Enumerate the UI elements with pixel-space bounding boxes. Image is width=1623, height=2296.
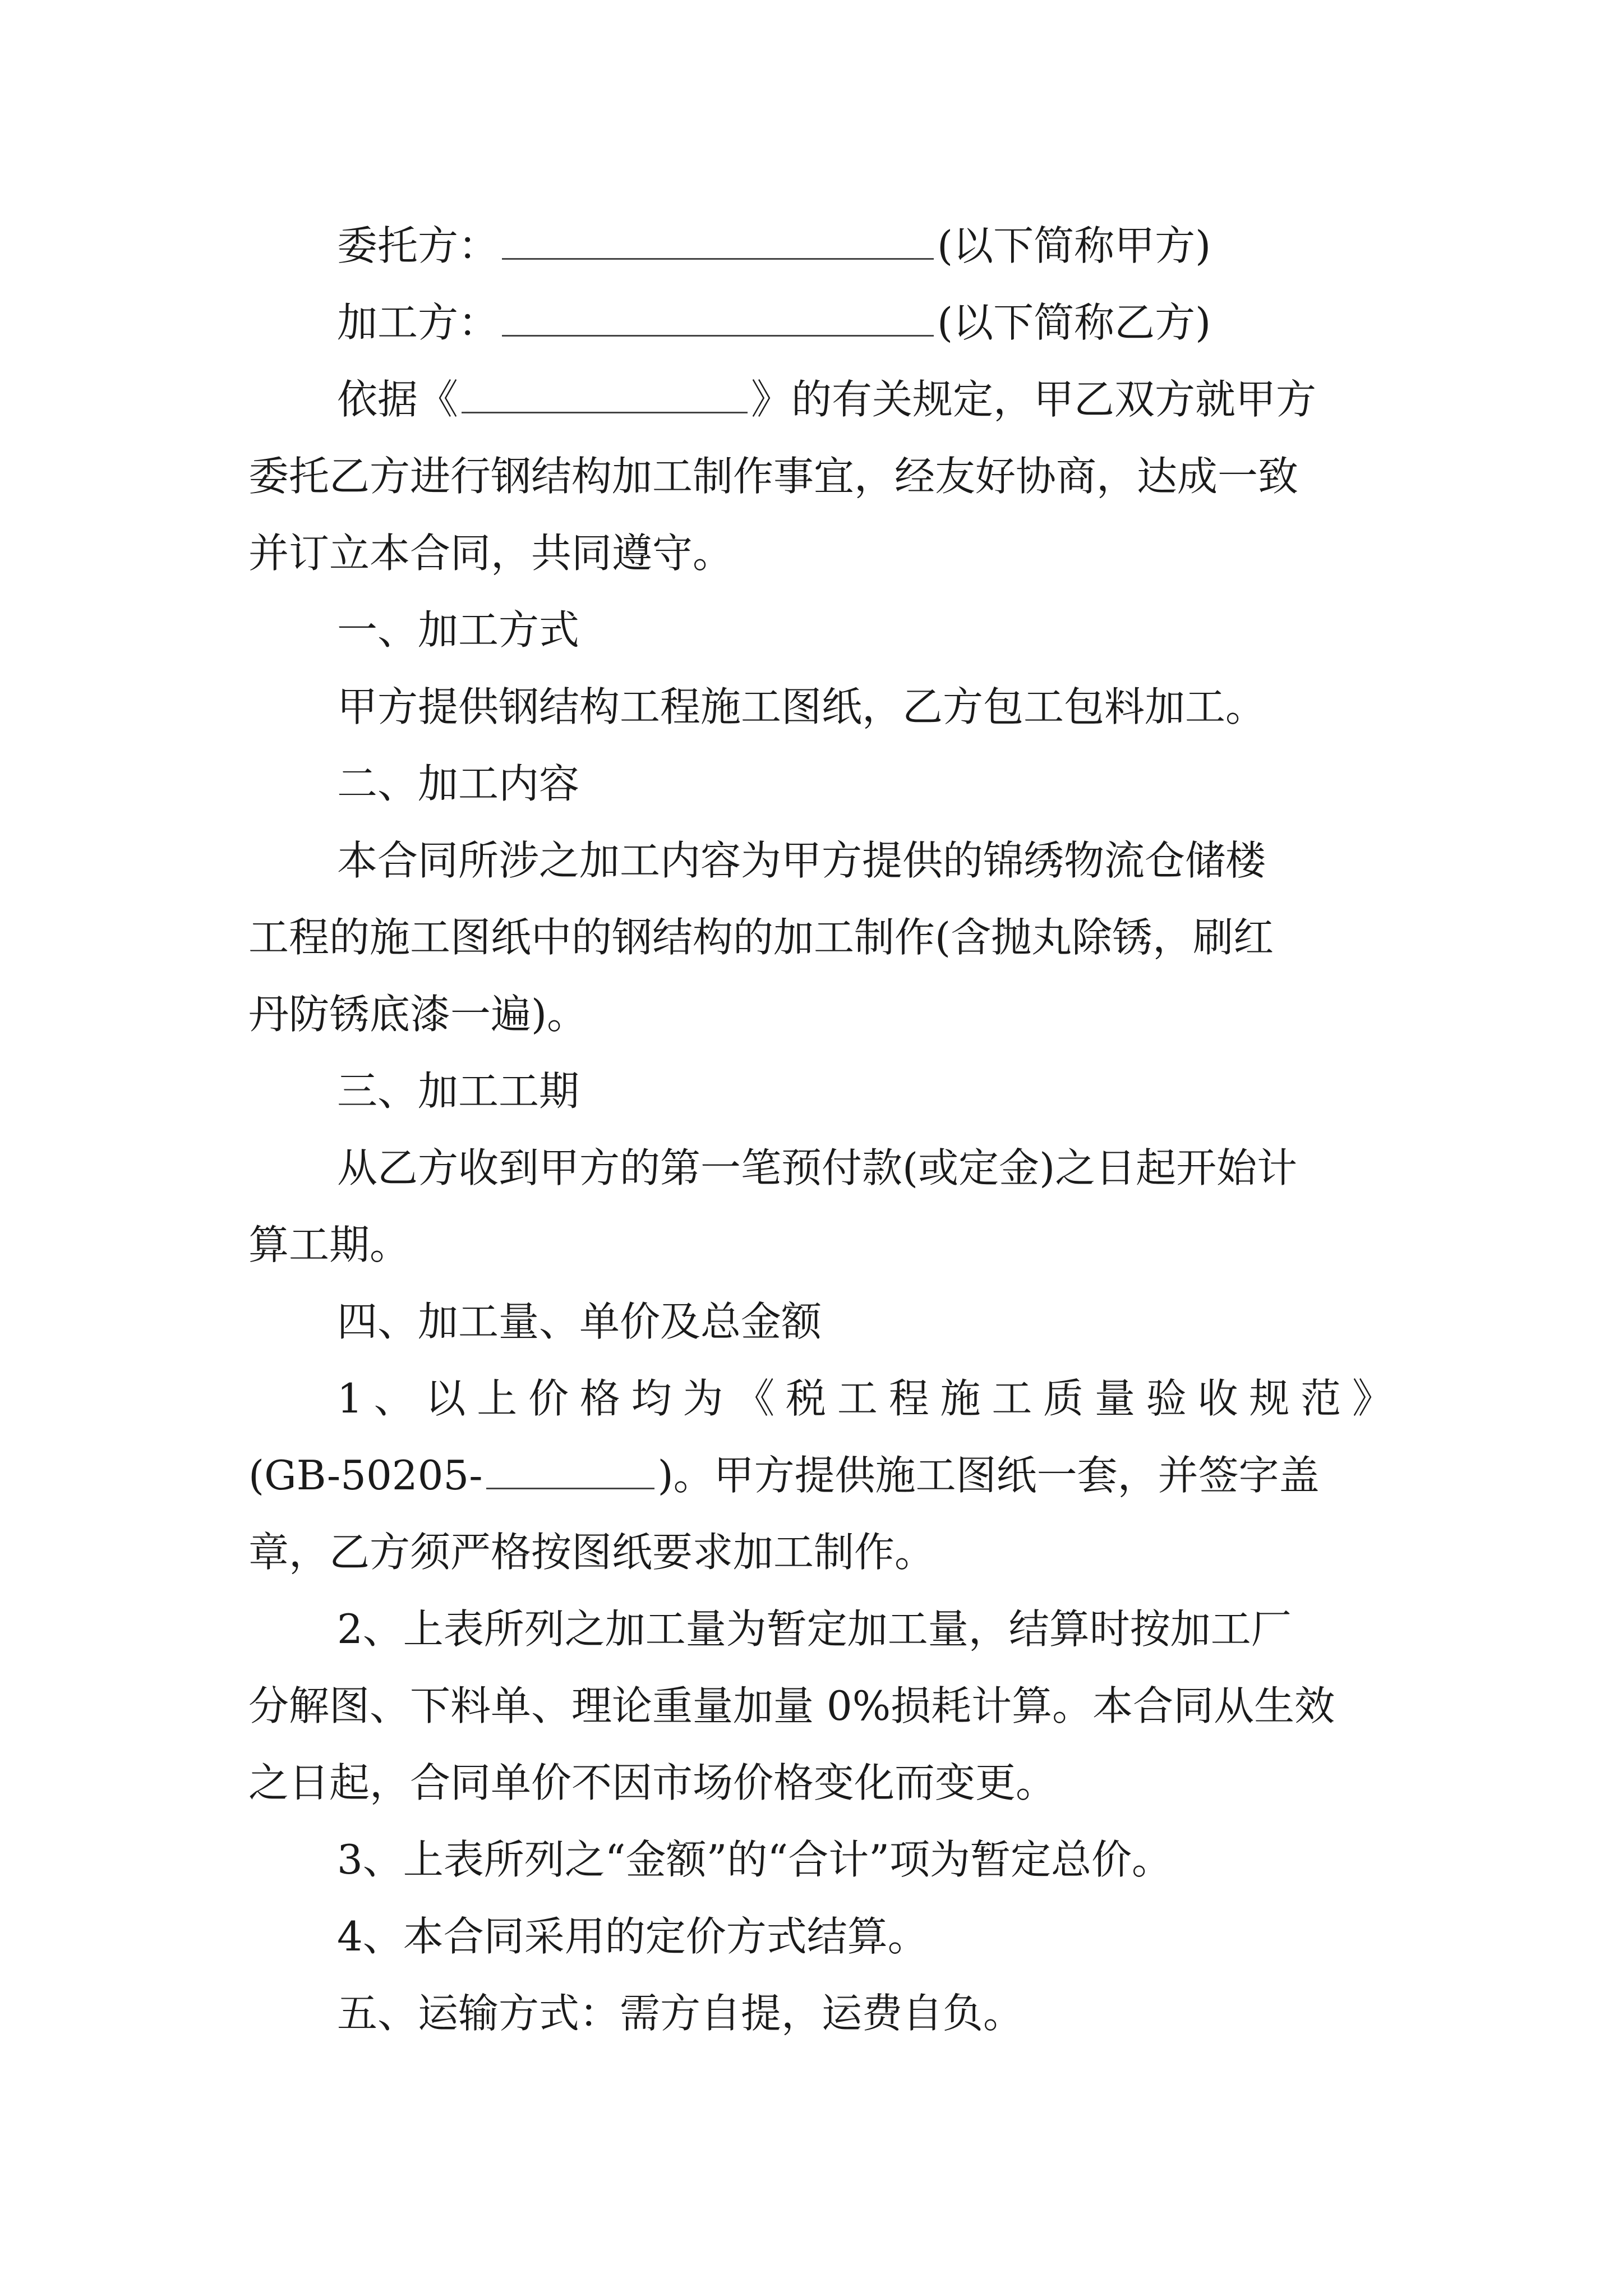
contract-page — [248, 208, 1393, 2052]
intro-line-3: 并订立本合同，共同遵守。 — [248, 530, 734, 577]
processor-line — [248, 284, 1393, 361]
section2-line-1: 本合同所涉之加工内容为甲方提供的锦绣物流仓储楼 — [337, 837, 1266, 884]
item2-line-3: 之日起，合同单价不因市场价格变化而变更。 — [248, 1759, 1057, 1806]
intro-suffix: 》的有关规定，甲乙双方就甲方 — [751, 376, 1317, 423]
item3-line: 3、上表所列之“金额”的“合计”项为暂定总价。 — [337, 1836, 1173, 1883]
client-label: 委托方： — [337, 222, 499, 269]
item1-line-2-suffix: )。甲方提供施工图纸一套，并签字盖 — [657, 1452, 1320, 1499]
intro-line-1 — [248, 361, 1393, 438]
item1-line-2 — [248, 1437, 1393, 1514]
intro-prefix: 依据《 — [337, 376, 459, 423]
item2-line-1: 2、上表所列之加工量为暂定加工量，结算时按加工厂 — [337, 1605, 1292, 1653]
gb-code-prefix: (GB-50205- — [248, 1452, 483, 1499]
client-name-blank[interactable] — [502, 221, 934, 260]
client-line — [248, 208, 1393, 284]
client-suffix: (以下简称甲方) — [937, 222, 1211, 269]
law-name-blank[interactable] — [462, 375, 748, 413]
processor-name-blank[interactable] — [502, 298, 934, 337]
processor-label: 加工方： — [337, 299, 499, 346]
intro-line-2: 委托乙方进行钢结构加工制作事宜，经友好协商，达成一致 — [248, 453, 1299, 500]
section1-body: 甲方提供钢结构工程施工图纸，乙方包工包料加工。 — [337, 683, 1266, 730]
section2-line-2: 工程的施工图纸中的钢结构的加工制作(含抛丸除锈，刷红 — [248, 914, 1274, 961]
item1-line-1: 1、以上价格均为《税工程施工质量验收规范》 — [337, 1375, 1393, 1422]
item1-line-3: 章，乙方须严格按图纸要求加工制作。 — [248, 1529, 935, 1576]
section-5-transport: 五、运输方式：需方自提，运费自负。 — [337, 1990, 1024, 2037]
item4-line: 4、本合同采用的定价方式结算。 — [337, 1913, 928, 1960]
section3-line-1: 从乙方收到甲方的第一笔预付款(或定金)之日起开始计 — [337, 1144, 1298, 1191]
gb-year-blank[interactable] — [486, 1451, 654, 1489]
section-heading-3: 三、加工工期 — [337, 1068, 580, 1115]
section2-line-3: 丹防锈底漆一遍)。 — [248, 991, 588, 1038]
section3-line-2: 算工期。 — [248, 1221, 411, 1268]
section-heading-2: 二、加工内容 — [337, 760, 580, 807]
item2-line-2: 分解图、下料单、理论重量加量 0%损耗计算。本合同从生效 — [248, 1682, 1335, 1729]
section-heading-1: 一、加工方式 — [337, 606, 580, 654]
section-heading-4: 四、加工量、单价及总金额 — [337, 1298, 822, 1345]
processor-suffix: (以下简称乙方) — [937, 299, 1211, 346]
